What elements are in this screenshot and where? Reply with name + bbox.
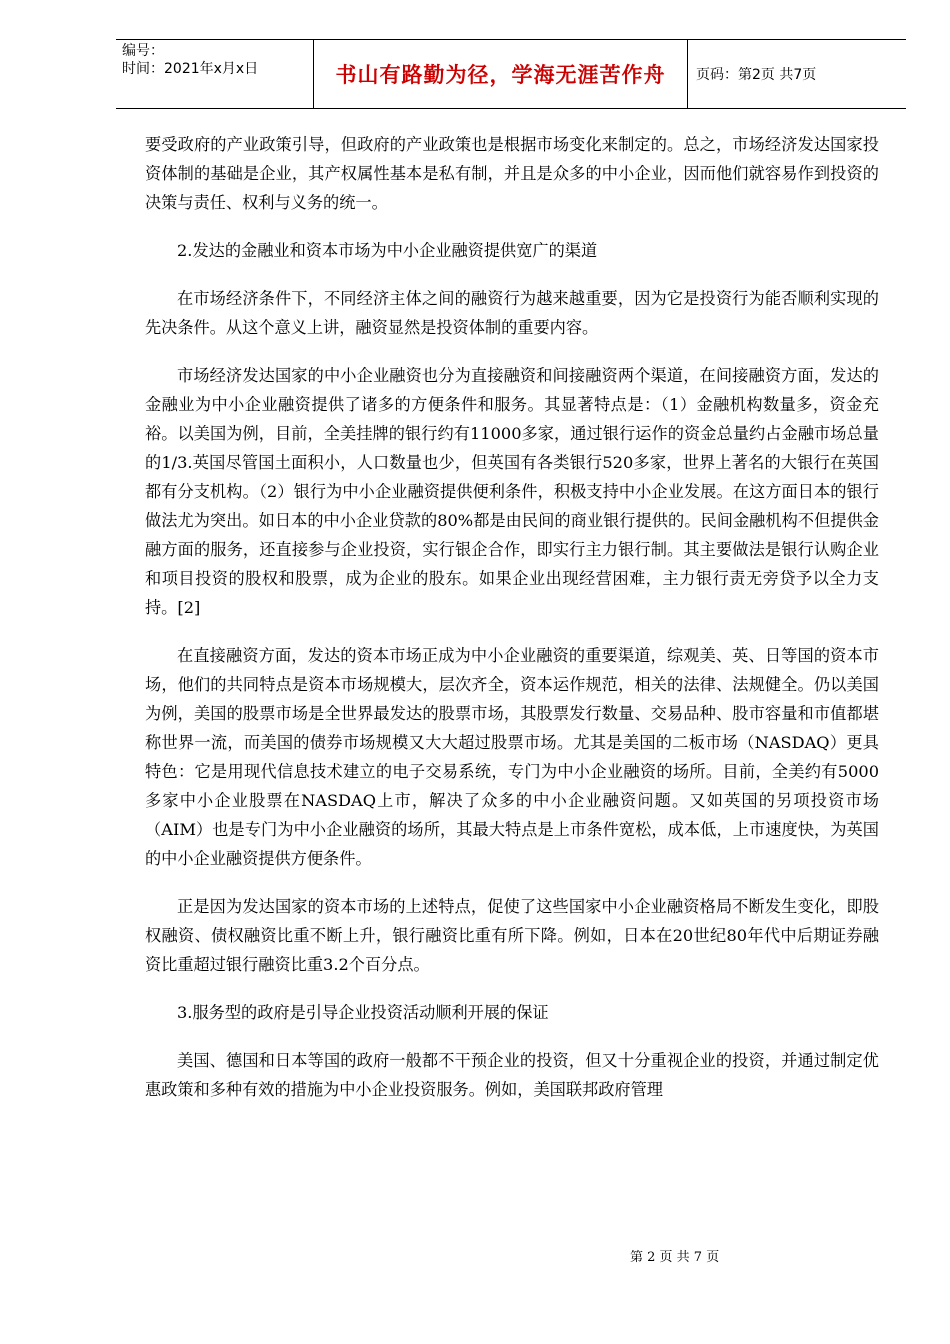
section-heading: 2.发达的金融业和资本市场为中小企业融资提供宽广的渠道 — [177, 241, 598, 260]
paragraph: 正是因为发达国家的资本市场的上述特点，促使了这些国家中小企业融资格局不断发生变化，即股权融资、债权融资比重不断上升，银行融资比重有所下降。例如，日本在20世纪80年代中后期证券融资比重超过银行融资比重3.2个百分点。 — [145, 897, 879, 974]
document-time-label: 时间：2021年x月x日 — [122, 61, 259, 77]
paragraph: 要受政府的产业政策引导，但政府的产业政策也是根据市场变化来制定的。总之，市场经济发达国家投资体制的基础是企业，其产权属性基本是私有制，并且是众多的中小企业，因而他们就容易作到投资的决策与责任、权利与义务的统一。 — [145, 135, 879, 212]
section-heading: 3.服务型的政府是引导企业投资活动顺利开展的保证 — [177, 1003, 549, 1022]
page-footer: 第 2 页 共 7 页 — [630, 1250, 720, 1265]
paragraph: 美国、德国和日本等国的政府一般都不干预企业的投资，但又十分重视企业的投资，并通过制定优惠政策和多种有效的措施为中小企业投资服务。例如，美国联邦政府管理 — [145, 1051, 879, 1099]
paragraph: 市场经济发达国家的中小企业融资也分为直接融资和间接融资两个渠道，在间接融资方面，发达的金融业为中小企业融资提供了诸多的方便条件和服务。其显著特点是：（1）金融机构数量多，资金充裕。以美国为例，目前，全美挂牌的银行约有11000多家，通过银行运作的资金总量约占金融市场总量的1/3.英国尽管国土面积小，人口数量也少，但英国有各类银行520多家，世界上著名的大银行在英国都有分支机构。（2）银行为中小企业融资提供便利条件，积极支持中小企业发展。在这方面日本的银行做法尤为突出。如日本的中小企业贷款的80%都是由民间的商业银行提供的。民间金融机构不但提供金融方面的服务，还直接参与企业投资，实行银企合作，即实行主力银行制。其主要做法是银行认购企业和项目投资的股权和股票，成为企业的股东。如果企业出现经营困难，主力银行责无旁贷予以全力支持。[2] — [145, 366, 879, 617]
paragraph: 在市场经济条件下，不同经济主体之间的融资行为越来越重要，因为它是投资行为能否顺利实现的先决条件。从这个意义上讲，融资显然是投资体制的重要内容。 — [145, 289, 879, 337]
page-header — [116, 39, 906, 109]
header-meta — [116, 40, 314, 108]
document-body — [145, 130, 879, 1123]
document-number-label: 编号： — [122, 43, 164, 59]
header-motto: 书山有路勤为径，学海无涯苦作舟 — [314, 40, 688, 108]
paragraph: 在直接融资方面，发达的资本市场正成为中小企业融资的重要渠道，综观美、英、日等国的资本市场，他们的共同特点是资本市场规模大，层次齐全，资本运作规范，相关的法律、法规健全。仍以美国为例，美国的股票市场是全世界最发达的股票市场，其股票发行数量、交易品种、股市容量和市值都堪称世界一流，而美国的债券市场规模又大大超过股票市场。尤其是美国的二板市场（NASDAQ）更具特色：它是用现代信息技术建立的电子交易系统，专门为中小企业融资的场所。目前，全美约有5000多家中小企业股票在NASDAQ上市，解决了众多的中小企业融资问题。又如英国的另项投资市场（AIM）也是专门为中小企业融资的场所，其最大特点是上市条件宽松，成本低，上市速度快，为英国的中小企业融资提供方便条件。 — [145, 646, 879, 868]
header-page-label: 页码：第2页 共7页 — [696, 67, 817, 83]
